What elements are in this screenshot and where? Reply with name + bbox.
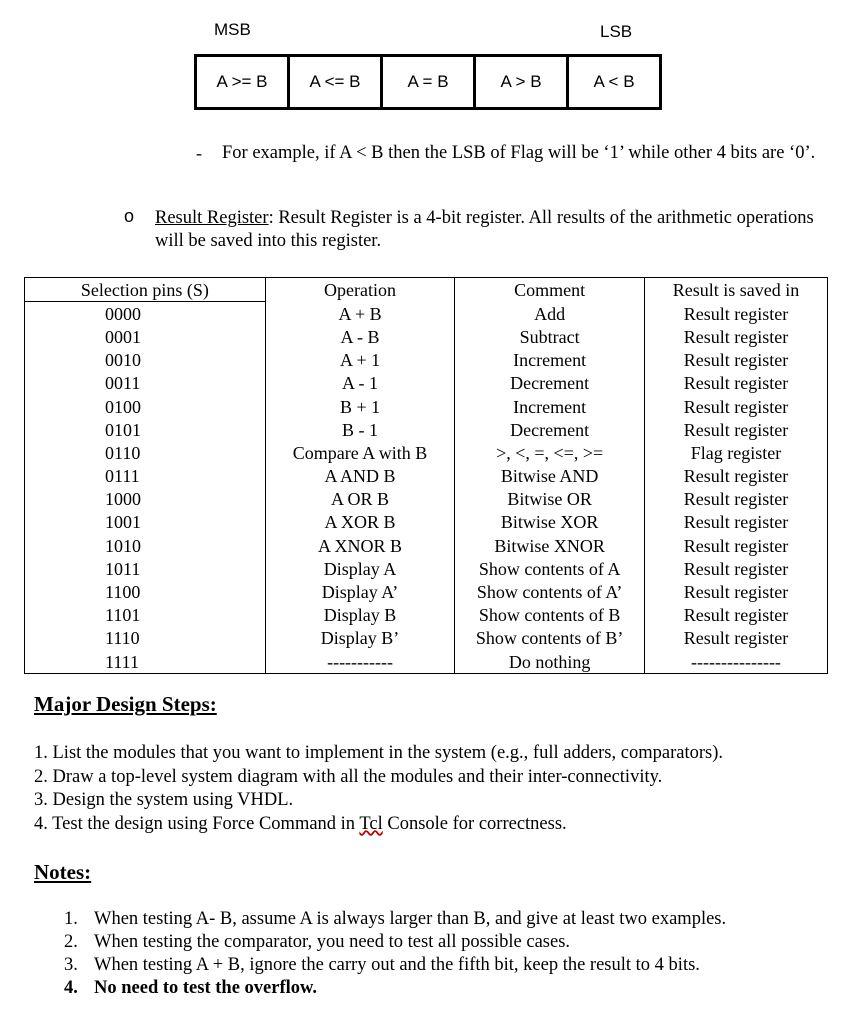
- result-register-paragraph: [155, 207, 815, 253]
- cell-result: Result register: [644, 325, 827, 348]
- list-item: [64, 908, 834, 931]
- cell-operation: Display A: [265, 557, 455, 580]
- header-operation: Operation: [265, 278, 455, 302]
- cell-operation: A - 1: [265, 372, 455, 395]
- list-item: 1. List the modules that you want to implement in the system (e.g., full adders, comparators).: [34, 743, 723, 763]
- cell-comment: Decrement: [455, 372, 645, 395]
- cell-result: Result register: [644, 349, 827, 372]
- note-text: No need to test the overflow.: [94, 978, 317, 998]
- cell-result: Result register: [644, 372, 827, 395]
- note-number: 2.: [64, 932, 78, 952]
- cell-operation: A XOR B: [265, 511, 455, 534]
- cell-result: Result register: [644, 395, 827, 418]
- cell-operation: A + B: [265, 302, 455, 326]
- cell-comment: Add: [455, 302, 645, 326]
- table-row: [25, 534, 828, 557]
- list-item: 2. Draw a top-level system diagram with all the modules and their inter-connectivity.: [34, 766, 663, 787]
- cell-selection: 0010: [25, 349, 266, 372]
- cell-result: Result register: [644, 511, 827, 534]
- cell-result: Result register: [644, 488, 827, 511]
- cell-selection: 0100: [25, 395, 266, 418]
- list-item: [64, 931, 834, 954]
- header-result-saved-in: Result is saved in: [644, 278, 827, 302]
- table-row: [25, 441, 828, 464]
- cell-operation: B - 1: [265, 418, 455, 441]
- list-item: [64, 954, 834, 977]
- cell-selection: 1010: [25, 534, 266, 557]
- table-row: [25, 557, 828, 580]
- cell-result: Result register: [644, 627, 827, 650]
- cell-result: Result register: [644, 534, 827, 557]
- cell-selection: 1111: [25, 650, 266, 674]
- design-steps-heading: Major Design Steps:: [34, 692, 217, 716]
- lsb-label: LSB: [600, 22, 633, 41]
- note-text: When testing A- B, assume A is always larger than B, and give at least two examples.: [94, 909, 727, 929]
- table-row: [25, 627, 828, 650]
- result-register-title: Result Register: [155, 208, 269, 228]
- table-header-row: [25, 278, 828, 302]
- cell-comment: Bitwise AND: [455, 465, 645, 488]
- cell-selection: 0101: [25, 418, 266, 441]
- cell-comment: Bitwise XNOR: [455, 534, 645, 557]
- table-row: [25, 325, 828, 348]
- table-row: [25, 650, 828, 674]
- note-number: 3.: [64, 955, 78, 975]
- cell-comment: Increment: [455, 395, 645, 418]
- table-row: [25, 372, 828, 395]
- cell-result: Flag register: [644, 441, 827, 464]
- notes-heading: Notes:: [34, 860, 92, 884]
- cell-selection: 1110: [25, 627, 266, 650]
- cell-selection: 0001: [25, 325, 266, 348]
- cell-selection: 0111: [25, 465, 266, 488]
- table-row: [25, 488, 828, 511]
- example-paragraph: For example, if A < B then the LSB of Flag will be ‘1’ while other 4 bits are ‘0’.: [222, 143, 816, 163]
- header-selection-pins: Selection pins (S): [25, 278, 266, 302]
- cell-comment: Show contents of A: [455, 557, 645, 580]
- cell-selection: 1000: [25, 488, 266, 511]
- step4-prefix: 4. Test the design using Force Command in: [34, 813, 360, 834]
- operation-table: [24, 277, 828, 674]
- cell-operation: A - B: [265, 325, 455, 348]
- note-number: 1.: [64, 909, 78, 929]
- cell-selection: 1011: [25, 557, 266, 580]
- flag-register-diagram: [194, 54, 662, 110]
- table-row: [25, 465, 828, 488]
- table-row: [25, 580, 828, 603]
- cell-selection: 0000: [25, 302, 266, 326]
- table-row: [25, 349, 828, 372]
- table-row: [25, 302, 828, 326]
- note-text: When testing the comparator, you need to test all possible cases.: [94, 932, 571, 952]
- msb-label: MSB: [214, 20, 251, 39]
- cell-comment: Show contents of B’: [455, 627, 645, 650]
- cell-comment: Do nothing: [455, 650, 645, 674]
- step4-suffix: Console for correctness.: [382, 813, 567, 834]
- cell-result: Result register: [644, 418, 827, 441]
- design-steps-list: [34, 742, 824, 836]
- cell-result: Result register: [644, 557, 827, 580]
- cell-operation: A OR B: [265, 488, 455, 511]
- list-item: [34, 813, 824, 837]
- flag-bit-a-gt-b: A > B: [476, 57, 569, 107]
- list-item: [64, 977, 834, 1000]
- cell-comment: >, <, =, <=, >=: [455, 441, 645, 464]
- cell-result: Result register: [644, 580, 827, 603]
- table-row: [25, 395, 828, 418]
- cell-operation: A + 1: [265, 349, 455, 372]
- cell-comment: Increment: [455, 349, 645, 372]
- cell-selection: 1001: [25, 511, 266, 534]
- cell-operation: Display B’: [265, 627, 455, 650]
- cell-operation: B + 1: [265, 395, 455, 418]
- cell-result: Result register: [644, 302, 827, 326]
- note-number: 4.: [64, 978, 78, 998]
- table-row: [25, 418, 828, 441]
- table-row: [25, 604, 828, 627]
- cell-operation: Compare A with B: [265, 441, 455, 464]
- cell-operation: A AND B: [265, 465, 455, 488]
- header-comment: Comment: [455, 278, 645, 302]
- cell-comment: Show contents of A’: [455, 580, 645, 603]
- flag-bit-a-le-b: A <= B: [290, 57, 383, 107]
- flag-bit-a-ge-b: A >= B: [197, 57, 290, 107]
- note-text: When testing A + B, ignore the carry out and the fifth bit, keep the result to 4 bits.: [94, 955, 700, 975]
- cell-result: ---------------: [644, 650, 827, 674]
- spellcheck-word-tcl: Tcl: [359, 813, 383, 834]
- cell-operation: Display B: [265, 604, 455, 627]
- flag-bit-a-eq-b: A = B: [383, 57, 476, 107]
- cell-comment: Bitwise XOR: [455, 511, 645, 534]
- list-item: 3. Design the system using VHDL.: [34, 790, 294, 810]
- example-dash: -: [196, 143, 202, 163]
- cell-selection: 1100: [25, 580, 266, 603]
- cell-operation: Display A’: [265, 580, 455, 603]
- table-row: [25, 511, 828, 534]
- cell-operation: A XNOR B: [265, 534, 455, 557]
- cell-comment: Decrement: [455, 418, 645, 441]
- cell-selection: 0110: [25, 441, 266, 464]
- cell-comment: Bitwise OR: [455, 488, 645, 511]
- cell-comment: Subtract: [455, 325, 645, 348]
- cell-result: Result register: [644, 465, 827, 488]
- result-register-description: : Result Register is a 4-bit register. All results of the arithmetic operations will be saved into this register.: [155, 208, 814, 251]
- flag-bit-a-lt-b: A < B: [593, 72, 635, 91]
- cell-result: Result register: [644, 604, 827, 627]
- bullet-circle-icon: o: [124, 206, 135, 226]
- cell-selection: 1101: [25, 604, 266, 627]
- notes-list: [64, 908, 834, 1000]
- cell-comment: Show contents of B: [455, 604, 645, 627]
- cell-operation: -----------: [265, 650, 455, 674]
- cell-selection: 0011: [25, 372, 266, 395]
